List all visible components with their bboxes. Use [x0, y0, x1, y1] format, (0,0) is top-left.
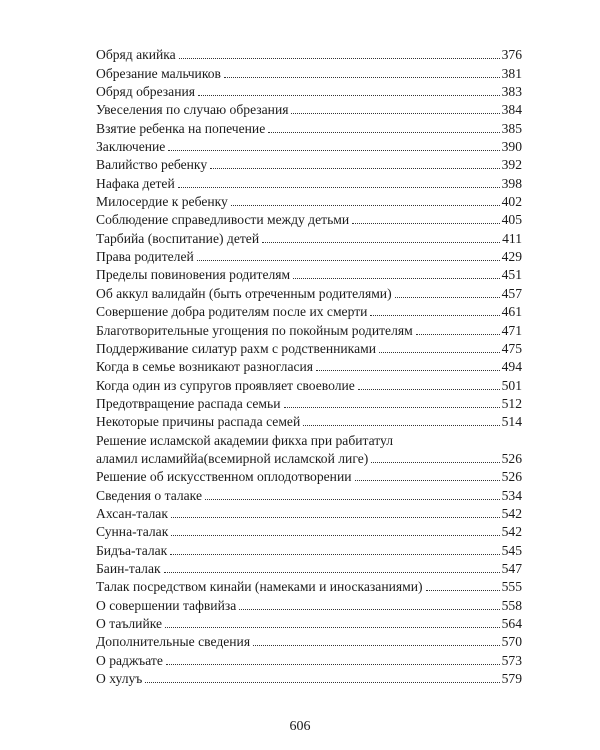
toc-entry-page: 555 — [501, 579, 522, 595]
toc-entry-page: 471 — [501, 322, 522, 338]
toc-entry-title: Решение исламской академии фикха при рабитатул — [96, 432, 394, 448]
dot-leader — [178, 187, 500, 188]
toc-entry — [96, 301, 522, 319]
toc-entry-page: 392 — [501, 157, 522, 173]
toc-entry-title: Взятие ребенка на попечение — [96, 120, 266, 136]
toc-entry — [96, 448, 522, 466]
toc-entry — [96, 136, 522, 154]
toc-entry-page: 390 — [501, 139, 522, 155]
toc-entry-page: 512 — [501, 395, 522, 411]
toc-entry — [96, 429, 522, 447]
toc-entry-title: О таълийке — [96, 616, 163, 631]
toc-entry — [96, 172, 522, 190]
toc-entry — [96, 631, 522, 649]
toc-entry-title: Увеселения по случаю обрезания — [96, 102, 289, 118]
toc-entry-page: 494 — [501, 359, 522, 375]
toc-entry — [96, 558, 522, 576]
toc-entry — [96, 264, 522, 282]
toc-entry-title: Поддерживание силатур рахм с родственниками — [96, 340, 376, 356]
dot-leader — [291, 113, 499, 114]
toc-entry-title: Соблюдение справедливости между детьми — [96, 212, 350, 228]
toc-entry-title: О совершении тафвийза — [96, 597, 237, 613]
toc-entry-title: Решение об искусственном оплодотворении — [96, 469, 352, 485]
toc-entry — [96, 539, 522, 557]
toc-entry-page: 383 — [501, 84, 522, 100]
toc-entry-title: Сунна-талак — [96, 524, 169, 540]
toc-entry-title: Обрезание мальчиков — [96, 65, 221, 81]
dot-leader — [371, 462, 499, 463]
dot-leader — [198, 95, 500, 96]
dot-leader — [268, 132, 499, 133]
toc-entry-title: Бидъа-талак — [96, 542, 168, 558]
dot-leader — [416, 334, 500, 335]
toc-entry-title: Талак посредством кинайи (намеками и иносказаниями) — [96, 579, 423, 595]
dot-leader — [316, 370, 500, 371]
toc-entry — [96, 154, 522, 172]
toc-entry — [96, 246, 522, 264]
toc-entry — [96, 81, 522, 99]
toc-entry-title: Совершение добра родителям после их смерти — [96, 304, 368, 320]
toc-entry — [96, 338, 522, 356]
dot-leader — [370, 315, 499, 316]
toc-entry — [96, 484, 522, 502]
dot-leader — [293, 278, 499, 279]
toc-entry — [96, 649, 522, 667]
toc-entry-title: Предотвращение распада семьи — [96, 395, 281, 411]
dot-leader — [171, 517, 500, 518]
toc-entry — [96, 191, 522, 209]
toc-entry-title: Когда один из супругов проявляет своеволие — [96, 377, 355, 393]
toc-entry — [96, 521, 522, 539]
toc-entry — [96, 44, 522, 62]
toc-entry — [96, 576, 522, 594]
dot-leader — [197, 260, 500, 261]
toc-entry-title: О хулуъ — [96, 671, 143, 687]
toc-entry-title: Благотворительные угощения по покойным родителям — [96, 322, 413, 338]
toc-entry — [96, 117, 522, 135]
toc-entry — [96, 99, 522, 117]
toc-entry-page: 457 — [501, 285, 522, 301]
toc-entry-page: 385 — [501, 120, 522, 136]
toc-entry — [96, 613, 522, 631]
toc-entry — [96, 466, 522, 484]
toc-entry — [96, 374, 522, 392]
toc-entry — [96, 62, 522, 80]
dot-leader — [168, 150, 499, 151]
dot-leader — [303, 425, 499, 426]
dot-leader — [166, 664, 500, 665]
toc-entry-page: 514 — [501, 414, 522, 430]
toc-entry — [96, 668, 522, 686]
dot-leader — [205, 499, 500, 500]
dot-leader — [239, 609, 499, 610]
dot-leader — [224, 77, 500, 78]
toc-entry — [96, 503, 522, 521]
toc-entry-page: 461 — [501, 304, 522, 320]
toc-entry — [96, 282, 522, 300]
toc-entry-page: 534 — [501, 487, 522, 503]
toc-entry-page: 451 — [501, 267, 522, 283]
dot-leader — [355, 480, 500, 481]
toc-entry-page: 402 — [501, 194, 522, 210]
toc-entry-page: 429 — [501, 249, 522, 265]
toc-entry — [96, 594, 522, 612]
dot-leader — [179, 58, 500, 59]
toc-entry-page: 547 — [501, 560, 522, 576]
toc-entry-page: 398 — [501, 175, 522, 191]
dot-leader — [395, 297, 500, 298]
toc-entry-title: Сведения о талаке — [96, 487, 202, 503]
toc-entry-page: 579 — [501, 671, 522, 687]
toc-entry-page: 545 — [501, 542, 522, 558]
toc-entry-page: 564 — [501, 616, 522, 631]
toc-entry-page: 526 — [501, 450, 522, 466]
dot-leader — [262, 242, 500, 243]
toc-entry-title: Тарбийа (воспитание) детей — [96, 230, 260, 246]
dot-leader — [164, 572, 500, 573]
toc-entry-title: Об аккул валидайн (быть отреченным родителями) — [96, 285, 392, 301]
page-number: 606 — [289, 719, 311, 734]
dot-leader — [426, 590, 500, 591]
toc-entry-title: аламил исламиййа(всемирной исламской лиге) — [96, 450, 369, 466]
toc-entry-title: Обряд обрезания — [96, 84, 196, 100]
toc-entry-title: Права родителей — [96, 249, 194, 265]
dot-leader — [145, 682, 499, 683]
dot-leader — [231, 205, 500, 206]
toc-entry-title: Ахсан-талак — [96, 505, 168, 521]
toc-entry-title: Некоторые причины распада семей — [96, 414, 301, 430]
table-of-contents — [96, 44, 522, 686]
toc-entry-page: 542 — [501, 524, 522, 540]
toc-entry-title: О раджъате — [96, 652, 163, 668]
toc-entry-title: Пределы повиновения родителям — [96, 267, 291, 283]
toc-entry-title: Милосердие к ребенку — [96, 194, 228, 210]
toc-entry-title: Нафака детей — [96, 175, 175, 191]
toc-entry — [96, 356, 522, 374]
toc-entry — [96, 227, 522, 245]
dot-leader — [165, 627, 500, 628]
dot-leader — [358, 389, 500, 390]
toc-entry-page: 381 — [501, 65, 522, 81]
toc-entry-page: 384 — [501, 102, 522, 118]
dot-leader — [253, 645, 500, 646]
dot-leader — [284, 407, 500, 408]
dot-leader — [379, 352, 500, 353]
toc-entry-title: Когда в семье возникают разногласия — [96, 359, 314, 375]
toc-entry-title: Валийство ребенку — [96, 157, 208, 173]
toc-entry-title: Обряд акийка — [96, 47, 176, 63]
dot-leader — [170, 554, 499, 555]
dot-leader — [210, 168, 499, 169]
toc-entry — [96, 319, 522, 337]
toc-entry-page: 405 — [501, 212, 522, 228]
toc-entry-title: Баин-талак — [96, 560, 161, 576]
toc-entry — [96, 393, 522, 411]
toc-entry-page: 475 — [501, 340, 522, 356]
toc-entry-page: 542 — [501, 505, 522, 521]
toc-entry-page: 573 — [501, 652, 522, 668]
toc-entry — [96, 209, 522, 227]
toc-entry-page: 558 — [501, 597, 522, 613]
toc-entry-page: 526 — [501, 469, 522, 485]
dot-leader — [171, 535, 499, 536]
toc-entry-page: 501 — [501, 377, 522, 393]
toc-entry-page: 376 — [501, 47, 522, 63]
toc-entry — [96, 411, 522, 429]
toc-entry-title: Заключение — [96, 139, 166, 155]
toc-entry-page: 570 — [501, 634, 522, 650]
toc-entry-title: Дополнительные сведения — [96, 634, 251, 650]
toc-entry-page: 411 — [502, 230, 522, 246]
dot-leader — [352, 223, 499, 224]
